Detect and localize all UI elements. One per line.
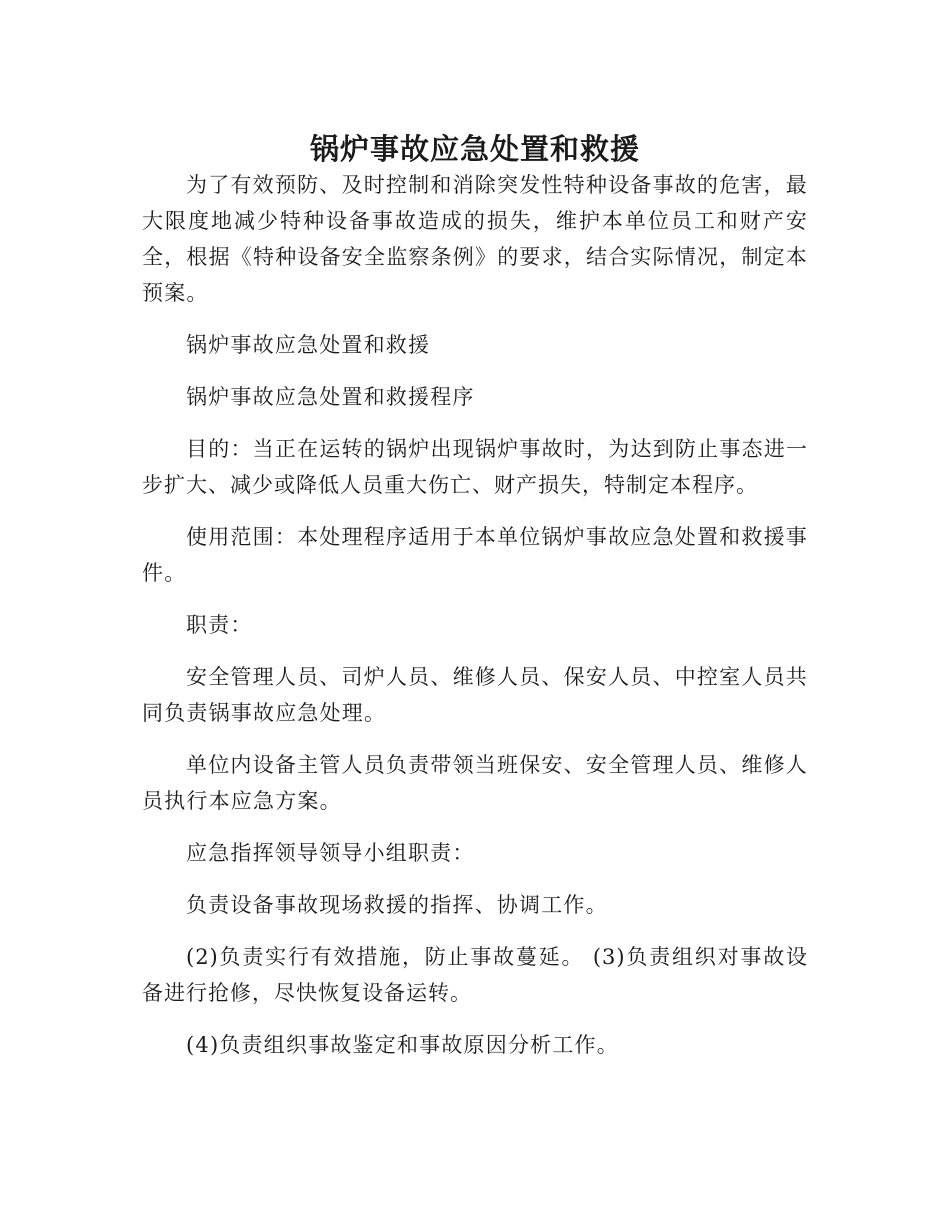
paragraph-purpose: 目的：当正在运转的锅炉出现锅炉事故时，为达到防止事态进一步扩大、减少或降低人员重大伤亡、财产损失，特制定本程序。	[142, 437, 808, 497]
paragraph-command-group-heading: 应急指挥领导领导小组职责：	[186, 841, 475, 865]
paragraph-duty-4: (4)负责组织事故鉴定和事故原因分析工作。	[186, 1033, 619, 1057]
paragraph-equipment-supervisor: 单位内设备主管人员负责带领当班保安、安全管理人员、维修人员执行本应急方案。	[142, 753, 808, 813]
paragraph-responsibilities-heading: 职责：	[186, 613, 253, 637]
paragraph-scope: 使用范围：本处理程序适用于本单位锅炉事故应急处置和救援事件。	[142, 525, 808, 585]
document-title: 锅炉事故应急处置和救援	[309, 132, 640, 167]
paragraph-duty-2-3: (2)负责实行有效措施，防止事故蔓延。 (3)负责组织对事故设备进行抢修，尽快恢复设备运转。	[142, 945, 808, 1005]
paragraph-intro: 为了有效预防、及时控制和消除突发性特种设备事故的危害，最大限度地减少特种设备事故造成的损失，维护本单位员工和财产安全，根据《特种设备安全监察条例》的要求，结合实际情况，制定本预案。	[142, 173, 808, 305]
paragraph-heading: 锅炉事故应急处置和救援	[186, 333, 431, 357]
document-body	[142, 167, 808, 1079]
paragraph-procedure-heading: 锅炉事故应急处置和救援程序	[186, 385, 475, 409]
paragraph-responsible-staff: 安全管理人员、司炉人员、维修人员、保安人员、中控室人员共同负责锅事故应急处理。	[142, 665, 808, 725]
paragraph-duty-1: 负责设备事故现场救援的指挥、协调工作。	[186, 893, 608, 917]
